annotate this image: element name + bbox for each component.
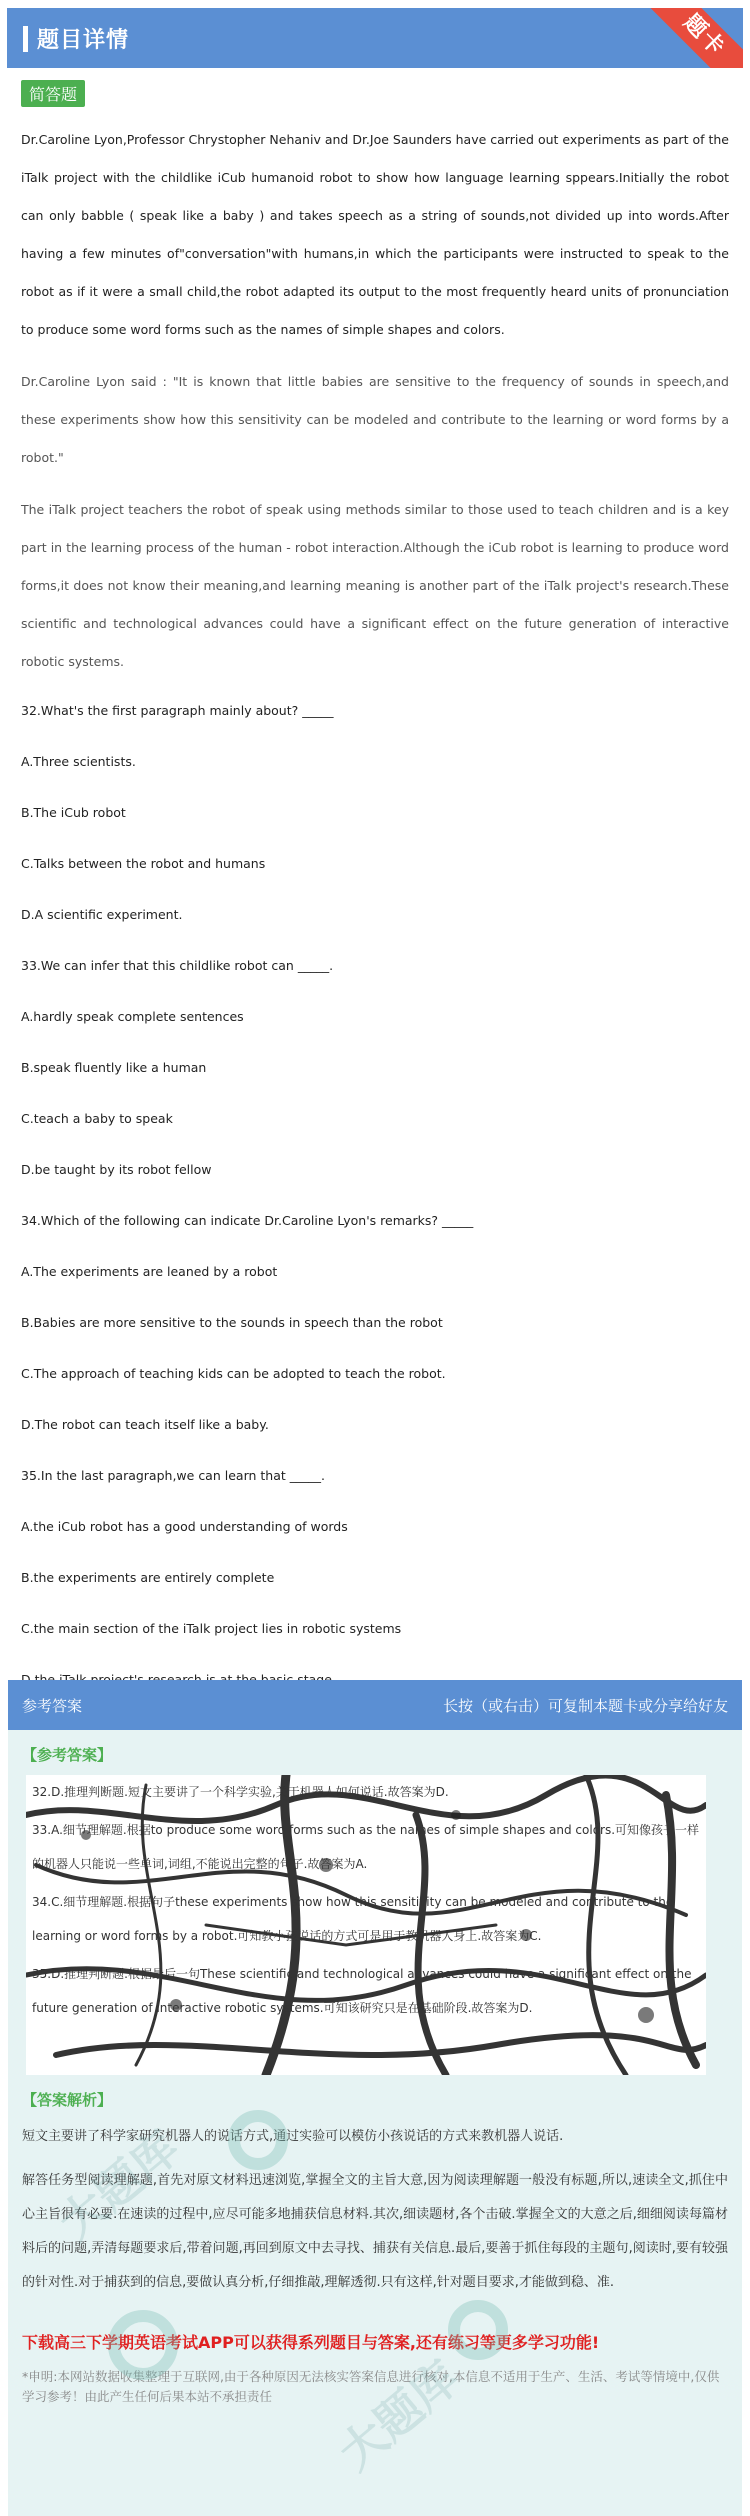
analysis-paragraph: 解答任务型阅读理解题,首先对原文材料迅速浏览,掌握全文的主旨大意,因为阅读理解题一般没有标题,所以,速读全文,抓住中心主旨很有必要.在速读的过程中,应尽可能多地捕获信息材料.其次,细读题材,各个击破.掌握全文的大意之后,细细阅读每篇材料后的问题,弄清每题要求后,带着问题,再回到原文中去寻找、捕获有关信息.最后,要善于抓住每段的主题句,阅读时,要有较强的针对性.对于捕获到的信息,要做认真分析,仔细推敲,理解透彻.只有这样,针对题目要求,才能做到稳、准. bbox=[22, 2173, 728, 2290]
answer-analysis-label: 【答案解析】 bbox=[22, 2091, 113, 2109]
question-34-stem: 34.Which of the following can indicate Dr.Caroline Lyon's remarks? _____ bbox=[21, 1213, 474, 1228]
reference-answer-label: 【参考答案】 bbox=[22, 1746, 113, 1764]
app-download-promo[interactable]: 下载高三下学期英语考试APP可以获得系列题目与答案,还有练习等更多学习功能! bbox=[22, 2333, 600, 2352]
passage-paragraph-2: Dr.Caroline Lyon said : "It is known that little babies are sensitive to the frequency of sounds in speech,and these experiments show how this sensitivity can be modeled and contribute to the learning or word forms by a robot." bbox=[21, 374, 729, 465]
question-32-option-c[interactable]: C.Talks between the robot and humans bbox=[21, 856, 266, 871]
question-35-option-b[interactable]: B.the experiments are entirely complete bbox=[21, 1570, 275, 1585]
answer-header bbox=[8, 1680, 742, 1730]
answer-panel bbox=[8, 1680, 742, 2516]
analysis-paragraph: 短文主要讲了科学家研究机器人的说话方式,通过实验可以模仿小孩说话的方式来教机器人说话. bbox=[22, 2129, 564, 2144]
passage-paragraph-1: Dr.Caroline Lyon,Professor Chrystopher Nehaniv and Dr.Joe Saunders have carried out experiments as part of the iTalk project with the childlike iCub humanoid robot to show how language learning sppears.Initially the robot can only babble ( speak like a baby ) and takes speech as a string of sounds,not divided up into words.After having a few minutes of"conversation"with humans,in which the participants were instructed to speak to the robot as if it were a small child,the robot adapted its output to the most frequently heard units of pronunciation to produce some word forms such as the names of simple shapes and colors. bbox=[21, 132, 729, 337]
copy-share-hint[interactable]: 长按（或右击）可复制本题卡或分享给好友 bbox=[442, 1696, 728, 1715]
question-list bbox=[21, 685, 729, 1705]
detail-header bbox=[7, 8, 743, 68]
watermark-text: 大题库 bbox=[48, 2120, 190, 2251]
question-34-option-d[interactable]: D.The robot can teach itself like a baby. bbox=[21, 1417, 269, 1432]
reference-answer-box bbox=[26, 1775, 706, 2075]
question-33-option-d[interactable]: D.be taught by its robot fellow bbox=[21, 1162, 212, 1177]
question-35-option-a[interactable]: A.the iCub robot has a good understanding of words bbox=[21, 1519, 348, 1534]
page-title: 题目详情 bbox=[37, 28, 130, 53]
question-33-option-c[interactable]: C.teach a baby to speak bbox=[21, 1111, 173, 1126]
question-35-stem: 35.In the last paragraph,we can learn that _____. bbox=[21, 1468, 325, 1483]
question-32-stem: 32.What's the first paragraph mainly about? _____ bbox=[21, 703, 334, 718]
question-33-stem: 33.We can infer that this childlike robot can _____. bbox=[21, 958, 334, 973]
reference-answer-line: 35.D.推理判断题.根据最后一句These scientific and technological advances could have a significant effect on the future generation of interactive robotic systems.可知该研究只是在基础阶段.故答案为D. bbox=[32, 1967, 692, 2015]
question-32-option-b[interactable]: B.The iCub robot bbox=[21, 805, 126, 820]
answer-header-title: 参考答案 bbox=[22, 1696, 83, 1715]
question-35-option-c[interactable]: C.the main section of the iTalk project lies in robotic systems bbox=[21, 1621, 402, 1636]
question-body bbox=[7, 68, 743, 1757]
corner-ribbon: 题卡 bbox=[638, 8, 743, 68]
reference-answer-line: 33.A.细节理解题.根据to produce some word forms such as the names of simple shapes and colors.可知像孩子一样的机器人只能说一些单词,词组,不能说出完整的句子.故答案为A. bbox=[32, 1823, 700, 1871]
question-32-option-a[interactable]: A.Three scientists. bbox=[21, 754, 136, 769]
question-34-option-c[interactable]: C.The approach of teaching kids can be adopted to teach the robot. bbox=[21, 1366, 446, 1381]
header-accent-bar bbox=[23, 26, 28, 52]
reference-answer-line: 34.C.细节理解题.根据句子these experiments show how this sensitivity can be modeled and contribute to the learning or word forms by a robot.可知教小孩说话的方式可是用于教机器人身上.故答案为C. bbox=[32, 1895, 674, 1943]
watermark-text: 大题库 bbox=[328, 2350, 470, 2481]
question-card bbox=[7, 8, 743, 1757]
question-33-option-a[interactable]: A.hardly speak complete sentences bbox=[21, 1009, 244, 1024]
reference-answer-line: 32.D.推理判断题.短文主要讲了一个科学实验,关于机器人如何说话.故答案为D. bbox=[32, 1785, 449, 1799]
question-34-option-b[interactable]: B.Babies are more sensitive to the sounds in speech than the robot bbox=[21, 1315, 443, 1330]
passage-paragraph-3: The iTalk project teachers the robot of speak using methods similar to those used to teach children and is a key part in the learning process of the human - robot interaction.Although the iCub robot is learning to produce word forms,it does not know their meaning,and learning meaning is another part of the iTalk project's research.These scientific and technological advances could have a significant effect on the future generation of interactive robotic systems. bbox=[21, 502, 729, 669]
question-32-option-d[interactable]: D.A scientific experiment. bbox=[21, 907, 183, 922]
disclaimer-text: *申明:本网站数据收集整理于互联网,由于各种原因无法核实答案信息进行核对,本信息不适用于生产、生活、考试等情境中,仅供学习参考！由此产生任何后果本站不承担责任 bbox=[22, 2369, 720, 2404]
question-type-tag: 简答题 bbox=[21, 80, 85, 107]
question-33-option-b[interactable]: B.speak fluently like a human bbox=[21, 1060, 207, 1075]
question-34-option-a[interactable]: A.The experiments are leaned by a robot bbox=[21, 1264, 278, 1279]
